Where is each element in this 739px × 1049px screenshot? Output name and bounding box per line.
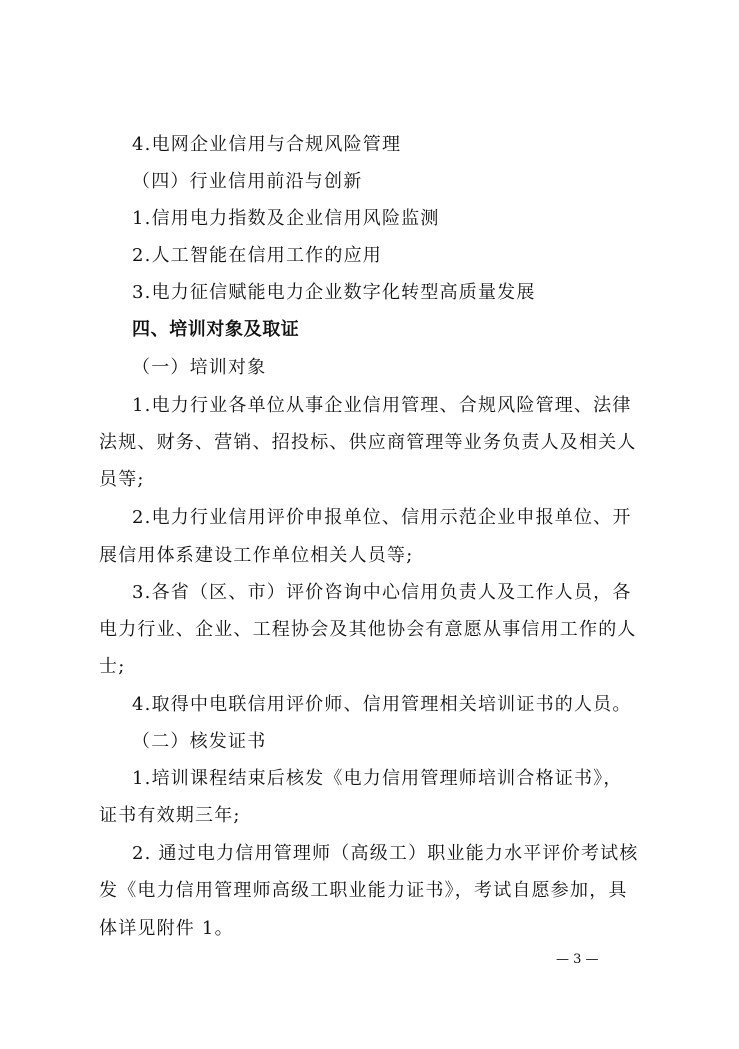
paragraph-target-3-line-1: 3.各省（区、市）评价咨询中心信用负责人及工作人员，各: [132, 582, 632, 603]
paragraph-target-4: 4.取得中电联信用评价师、信用管理相关培训证书的人员。: [132, 694, 632, 715]
list-item-credit-index: 1.信用电力指数及企业信用风险监测: [132, 208, 440, 229]
subheading-industry-frontier: （四）行业信用前沿与创新: [132, 171, 363, 192]
list-item-grid-credit-risk: 4.电网企业信用与合规风险管理: [132, 134, 402, 155]
paragraph-target-1-line-1: 1.电力行业各单位从事企业信用管理、合规风险管理、法律: [132, 395, 632, 416]
paragraph-certificate-1-line-1: 1.培训课程结束后核发《电力信用管理师培训合格证书》，: [132, 768, 623, 789]
paragraph-certificate-2-line-3: 体详见附件 1。: [99, 918, 234, 939]
page-number: — 3 —: [556, 952, 599, 967]
paragraph-certificate-2-line-2: 发《电力信用管理师高级工职业能力证书》，考试自愿参加，具: [99, 880, 628, 901]
section-heading-training-targets: 四、培训对象及取证: [132, 319, 300, 340]
paragraph-target-1-line-3: 员等;: [99, 469, 145, 490]
paragraph-certificate-1-line-2: 证书有效期三年;: [99, 805, 241, 826]
paragraph-certificate-2-line-1: 2. 通过电力信用管理师（高级工）职业能力水平评价考试核: [132, 843, 639, 864]
paragraph-target-3-line-2: 电力行业、企业、工程协会及其他协会有意愿从事信用工作的人: [99, 619, 637, 640]
paragraph-target-2-line-1: 2.电力行业信用评价申报单位、信用示范企业申报单位、开: [132, 507, 632, 528]
paragraph-target-1-line-2: 法规、财务、营销、招投标、供应商管理等业务负责人及相关人: [99, 432, 637, 453]
paragraph-target-3-line-3: 士;: [99, 656, 126, 677]
paragraph-target-2-line-2: 展信用体系建设工作单位相关人员等;: [99, 545, 414, 566]
subheading-training-targets: （一）培训对象: [132, 357, 267, 378]
list-item-ai-application: 2.人工智能在信用工作的应用: [132, 245, 382, 266]
subheading-certificate: （二）核发证书: [132, 731, 267, 752]
list-item-credit-reporting: 3.电力征信赋能电力企业数字化转型高质量发展: [132, 282, 536, 303]
